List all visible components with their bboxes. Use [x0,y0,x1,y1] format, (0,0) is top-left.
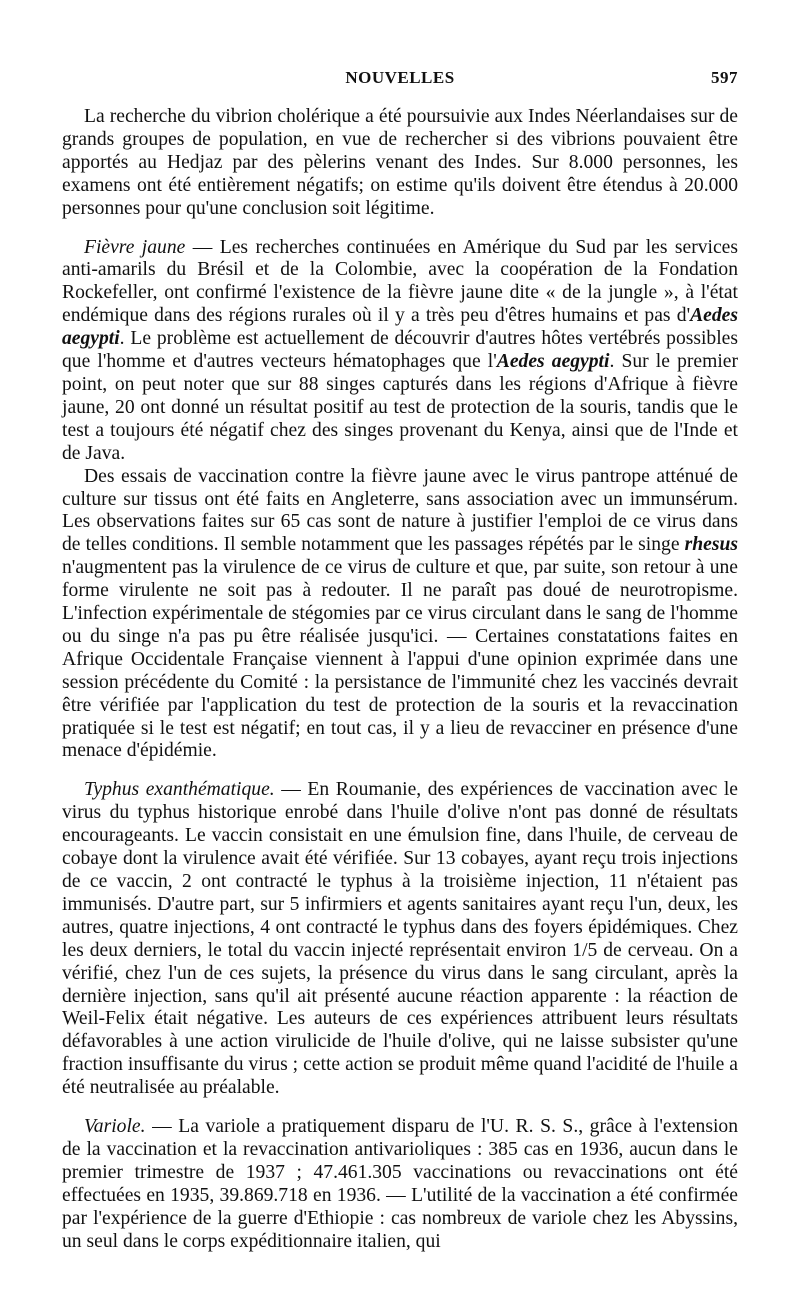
article-body [62,106,738,1254]
fievre-text-e: n'augmentent pas la virulence de ce virus de culture et que, par suite, son retour à une forme virulente ne soit pas à redouter. Il ne paraît pas doué de neurotropisme. L'infection expérimentale de stégomies par ce virus circulant dans le sang de l'homme ou du singe n'a pas pu être réalisée jusqu'ici. — Certaines constatations faites en Afrique Occidentale Française viennent à l'appui d'une opinion exprimée dans une session précédente du Comité : la persistance de l'immunité chez les vaccinés devrait être vérifiée par l'application du test de protection de la souris et la revaccination pratiquée si le test est négatif; en tout cas, il y a lieu de revacciner en présence d'une menace d'épidémie. [62,557,738,762]
running-header [62,62,738,94]
paragraph-variole [62,1116,738,1253]
fievre-text-b: . Le problème est actuellement de découvrir d'autres hôtes vertébrés possibles que l'homme et d'autres vecteurs hématophages que l' [62,328,738,373]
fievre-text-d: Des essais de vaccination contre la fièvre jaune avec le virus pantrope atténué de culture sur tissus ont été faits en Angleterre, sans association avec un immunsérum. Les observations faites sur 65 cas sont de nature à justifier l'emploi de ce virus dans de telles conditions. Il semble notamment que les passages répétés par le singe [62,465,738,556]
species-name: Aedes aegypti [62,305,738,350]
running-title: NOUVELLES [345,68,455,87]
page-number: 597 [711,68,738,87]
fievre-text-a: — Les recherches continuées en Amérique du Sud par les services anti-amarils du Brésil et de la Colombie, avec la coopération de la Fondation Rockefeller, ont confirmé l'existence de la fièvre jaune dite « de la jungle », à l'état endémique dans des régions rurales où il y a très peu d'êtres humains et pas d' [62,236,738,327]
section-title-fievre-jaune: Fièvre jaune [84,236,186,258]
section-fievre-jaune [62,237,738,764]
section-title-typhus: Typhus exanthématique. [84,779,275,801]
paragraph-cholera [62,106,738,221]
typhus-text: — En Roumanie, des expériences de vaccination avec le virus du typhus historique enrobé dans l'huile d'olive n'ont pas donné de résultats encourageants. Le vaccin consistait en une émulsion fine, dans l'huile, de cerveau de cobaye dont la virulence avait été vérifiée. Sur 13 cobayes, ayant reçu trois injections de ce vaccin, 2 ont contracté le typhus à la troisième injection, 11 n'étaient pas immunisés. D'autre part, sur 5 infirmiers et agents sanitaires ayant reçu l'un, deux, les autres, quatre injections, 4 ont contracté le typhus dans des foyers épidémiques. Chez les deux derniers, le total du vaccin injecté représentait environ 1/5 de cerveau. On a vérifié, chez l'un de ces sujets, la présence du virus dans le sang circulant, après la dernière injection, sans qu'il ait présenté aucune réaction apparente : la réaction de Weil-Felix était négative. Les auteurs de ces expériences attribuent leurs résultats défavorables à une action virulicide de l'huile d'olive, qui ne laisse subsister qu'une fraction insuffisante du virus ; cette action se produit même quand l'acidité de l'huile a été neutralisée au préalable. [62,779,738,1099]
variole-text: — La variole a pratiquement disparu de l'U. R. S. S., grâce à l'extension de la vaccination et la revaccination antivarioliques : 385 cas en 1936, aucun dans le premier trimestre de 1937 ; 47.461.305 vaccinations ou revaccinations ont été effectuées en 1935, 39.869.718 en 1936. — L'utilité de la vaccination a été confirmée par l'expérience de la guerre d'Ethiopie : cas nombreux de variole chez les Abyssins, un seul dans le corps expéditionnaire italien, qui [62,1116,738,1252]
section-variole [62,1116,738,1253]
species-rhesus: rhesus [684,534,738,556]
section-title-variole: Variole. [84,1116,146,1138]
fievre-text-c: . Sur le premier point, on peut noter que sur 88 singes capturés dans les régions d'Afrique à fièvre jaune, 20 ont donné un résultat positif au test de protection de la souris, tandis que le test a toujours été négatif chez des singes provenant du Kenya, ainsi que de l'Inde et de Java. [62,351,738,464]
paragraph-fievre-jaune-2 [62,466,738,764]
paragraph-fievre-jaune-1 [62,237,738,466]
paragraph-typhus [62,779,738,1100]
species-name: Aedes aegypti [496,351,610,373]
section-typhus [62,779,738,1100]
paragraph-cholera-text: La recherche du vibrion cholérique a été poursuivie aux Indes Néerlandaises sur de grands groupes de population, en vue de rechercher si des vibrions pouvaient être apportés au Hedjaz par des pèlerins venant des Indes. Sur 8.000 personnes, les examens ont été entièrement négatifs; on estime qu'ils doivent être étendus à 20.000 personnes pour qu'une conclusion soit légitime. [62,106,738,219]
